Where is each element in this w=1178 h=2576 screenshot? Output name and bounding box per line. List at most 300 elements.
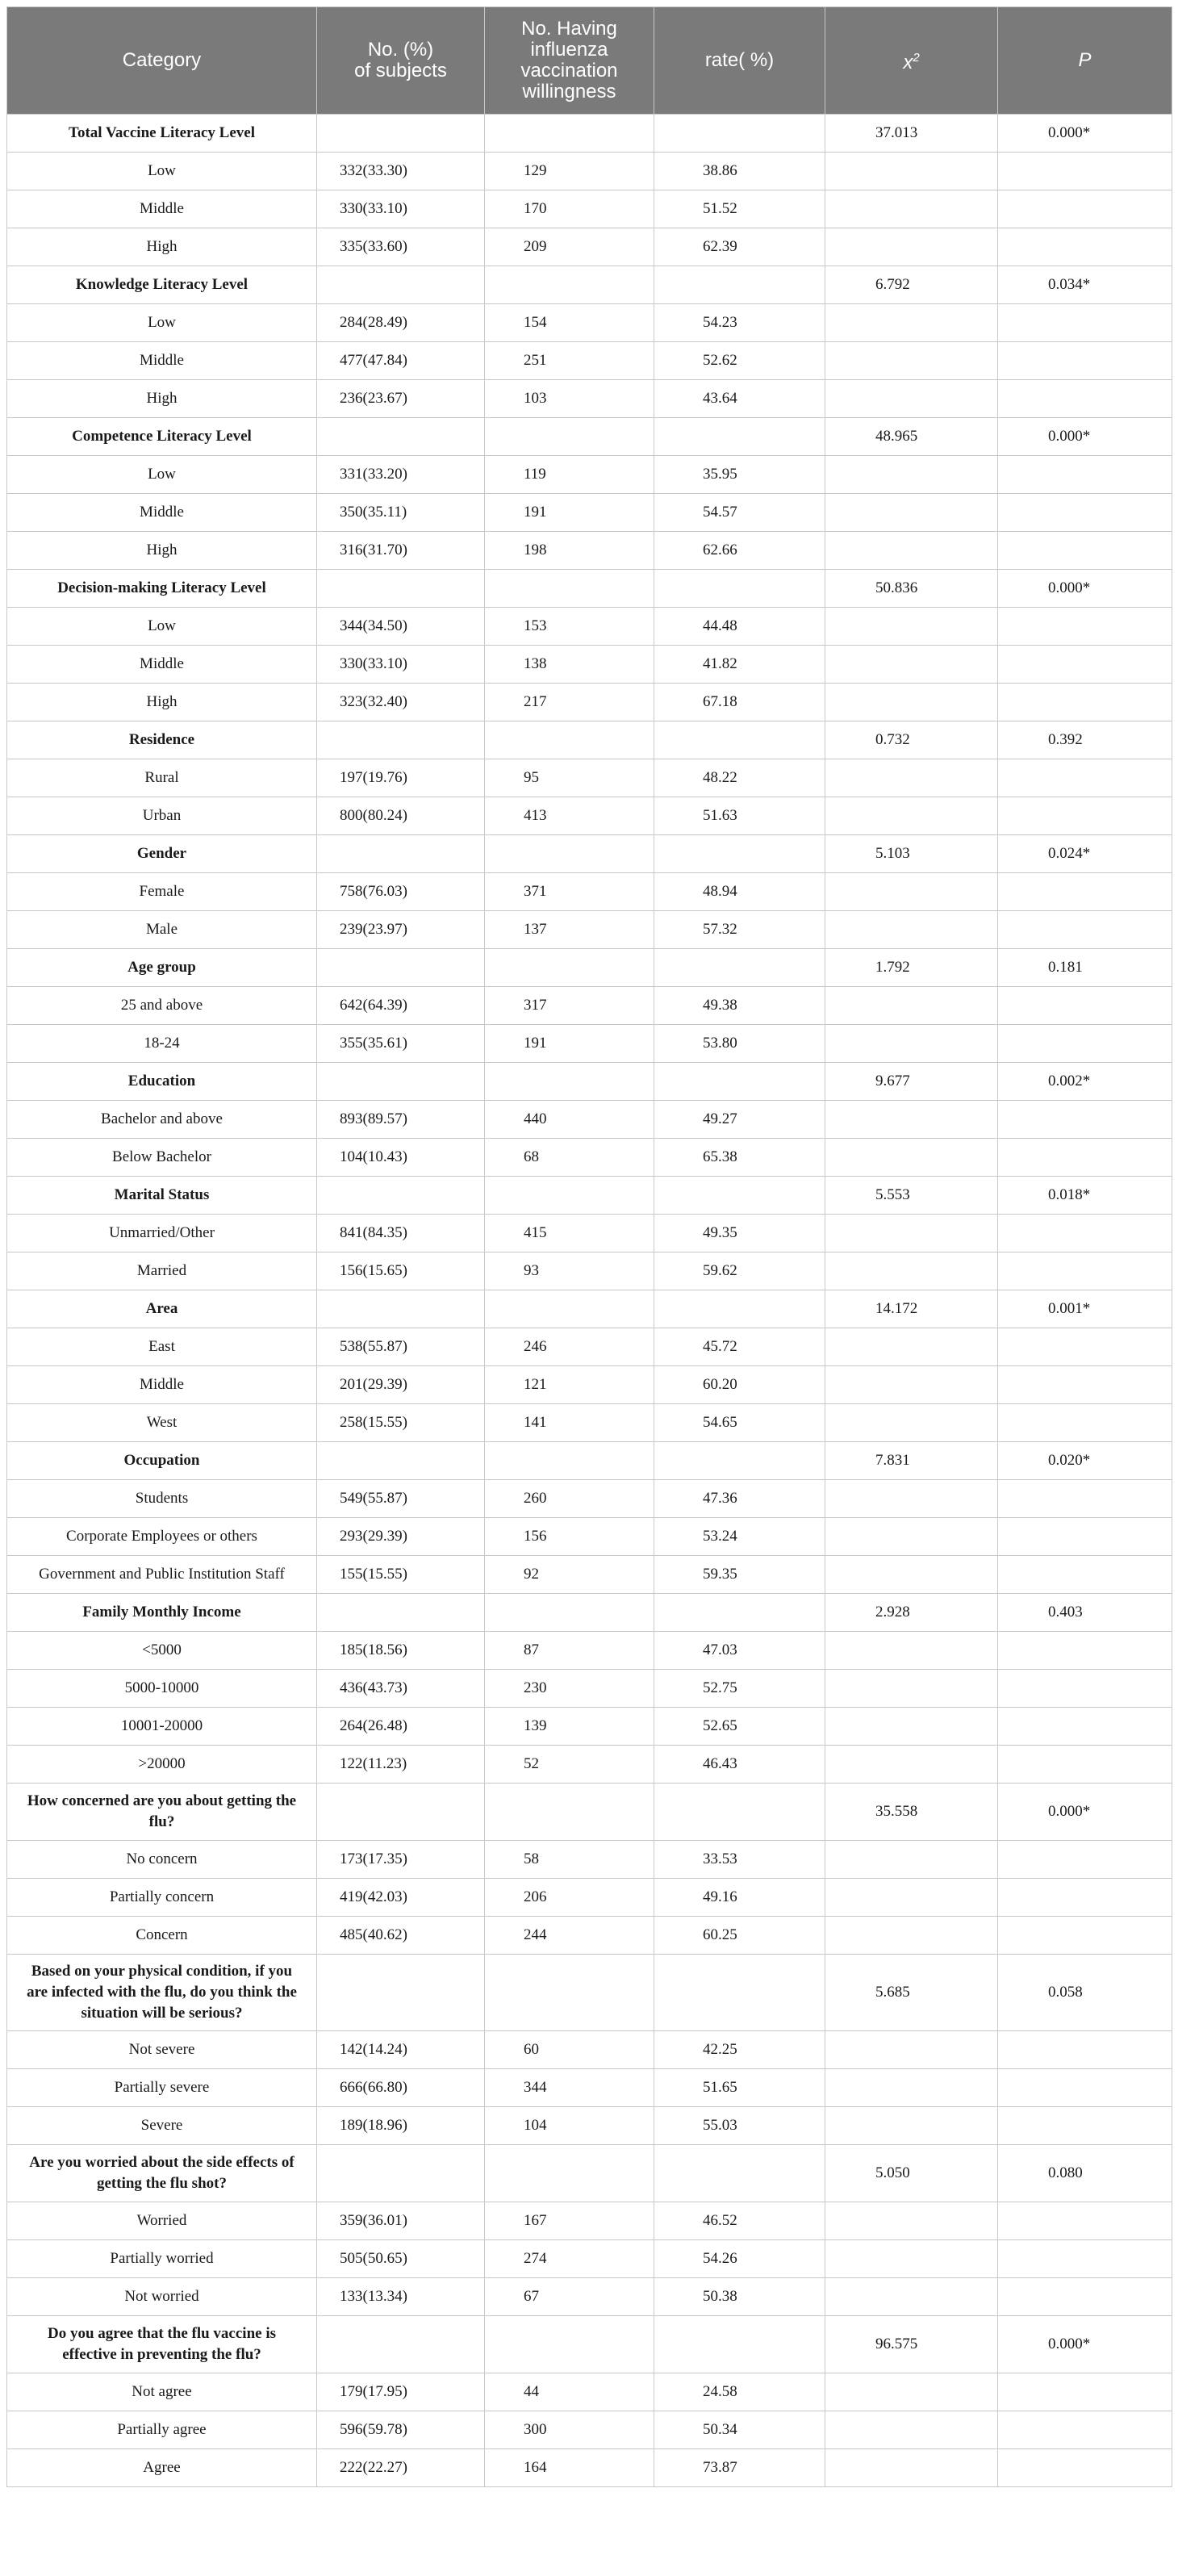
willingness-count: 344: [485, 2069, 654, 2107]
table-row: [7, 1101, 1172, 1139]
empty-cell: [654, 2316, 825, 2373]
group-header-row: [7, 570, 1172, 608]
header-chi-square: [825, 7, 998, 115]
empty-cell: [825, 342, 998, 380]
row-label: Government and Public Institution Staff: [7, 1556, 317, 1594]
empty-cell: [485, 1594, 654, 1632]
willingness-count: 139: [485, 1708, 654, 1746]
table-row: [7, 228, 1172, 266]
table-row: [7, 759, 1172, 797]
group-title: Education: [7, 1063, 317, 1101]
empty-cell: [825, 2202, 998, 2240]
empty-cell: [654, 1594, 825, 1632]
willingness-count: 67: [485, 2278, 654, 2316]
subjects-count: 185(18.56): [317, 1632, 485, 1670]
group-title: Area: [7, 1290, 317, 1328]
willingness-rate: 47.36: [654, 1480, 825, 1518]
willingness-rate: 65.38: [654, 1139, 825, 1177]
willingness-count: 209: [485, 228, 654, 266]
empty-cell: [998, 1556, 1172, 1594]
table-row: [7, 532, 1172, 570]
group-title: Knowledge Literacy Level: [7, 266, 317, 304]
header-subjects-line1: No. (%): [367, 39, 434, 61]
row-label: 25 and above: [7, 987, 317, 1025]
table-row: [7, 494, 1172, 532]
willingness-count: 87: [485, 1632, 654, 1670]
p-value: 0.002*: [998, 1063, 1172, 1101]
willingness-rate: 35.95: [654, 456, 825, 494]
willingness-rate: 45.72: [654, 1328, 825, 1366]
empty-cell: [998, 1252, 1172, 1290]
p-value: 0.024*: [998, 835, 1172, 873]
chi-square-value: 48.965: [825, 418, 998, 456]
empty-cell: [825, 987, 998, 1025]
chi-square-value: 5.050: [825, 2145, 998, 2202]
p-value: 0.000*: [998, 418, 1172, 456]
subjects-count: 485(40.62): [317, 1917, 485, 1955]
header-willingness-line2: influenza: [530, 39, 608, 61]
empty-cell: [654, 1177, 825, 1215]
willingness-count: 413: [485, 797, 654, 835]
group-header-row: [7, 2316, 1172, 2373]
willingness-rate: 54.57: [654, 494, 825, 532]
willingness-count: 217: [485, 684, 654, 721]
row-label: High: [7, 532, 317, 570]
row-label: 10001-20000: [7, 1708, 317, 1746]
willingness-count: 206: [485, 1879, 654, 1917]
header-rate-label: rate( %): [704, 49, 775, 71]
empty-cell: [825, 190, 998, 228]
group-title: Do you agree that the flu vaccine is effective in preventing the flu?: [7, 2316, 317, 2373]
row-label: Corporate Employees or others: [7, 1518, 317, 1556]
empty-cell: [317, 835, 485, 873]
willingness-rate: 48.22: [654, 759, 825, 797]
empty-cell: [825, 1670, 998, 1708]
empty-cell: [654, 1955, 825, 2031]
row-label: Urban: [7, 797, 317, 835]
chi-square-value: 9.677: [825, 1063, 998, 1101]
subjects-count: 201(29.39): [317, 1366, 485, 1404]
row-label: High: [7, 228, 317, 266]
empty-cell: [825, 456, 998, 494]
willingness-rate: 52.62: [654, 342, 825, 380]
willingness-rate: 49.27: [654, 1101, 825, 1139]
subjects-count: 179(17.95): [317, 2373, 485, 2411]
willingness-count: 191: [485, 1025, 654, 1063]
empty-cell: [998, 1025, 1172, 1063]
willingness-rate: 62.66: [654, 532, 825, 570]
empty-cell: [825, 911, 998, 949]
table-row: [7, 1917, 1172, 1955]
willingness-count: 167: [485, 2202, 654, 2240]
willingness-rate: 50.34: [654, 2411, 825, 2449]
willingness-rate: 57.32: [654, 911, 825, 949]
table-row: [7, 1328, 1172, 1366]
empty-cell: [317, 1177, 485, 1215]
subjects-count: 239(23.97): [317, 911, 485, 949]
willingness-count: 156: [485, 1518, 654, 1556]
header-willingness-line3: vaccination: [520, 60, 618, 82]
empty-cell: [654, 1784, 825, 1841]
chi-square-value: 1.792: [825, 949, 998, 987]
empty-cell: [825, 2069, 998, 2107]
row-label: Married: [7, 1252, 317, 1290]
willingness-rate: 47.03: [654, 1632, 825, 1670]
p-value: 0.000*: [998, 1784, 1172, 1841]
chi-square-value: 0.732: [825, 721, 998, 759]
row-label: Not worried: [7, 2278, 317, 2316]
empty-cell: [998, 153, 1172, 190]
empty-cell: [998, 911, 1172, 949]
empty-cell: [825, 2107, 998, 2145]
subjects-count: 331(33.20): [317, 456, 485, 494]
empty-cell: [317, 1594, 485, 1632]
empty-cell: [998, 1841, 1172, 1879]
empty-cell: [998, 2411, 1172, 2449]
subjects-count: 142(14.24): [317, 2031, 485, 2069]
willingness-rate: 42.25: [654, 2031, 825, 2069]
empty-cell: [998, 2449, 1172, 2487]
chi-square-value: 5.685: [825, 1955, 998, 2031]
table-header: [7, 7, 1172, 115]
empty-cell: [825, 2449, 998, 2487]
subjects-count: 666(66.80): [317, 2069, 485, 2107]
empty-cell: [485, 721, 654, 759]
table-row: [7, 190, 1172, 228]
empty-cell: [825, 684, 998, 721]
willingness-count: 58: [485, 1841, 654, 1879]
group-title: Decision-making Literacy Level: [7, 570, 317, 608]
empty-cell: [654, 418, 825, 456]
subjects-count: 197(19.76): [317, 759, 485, 797]
group-header-row: [7, 115, 1172, 153]
willingness-rate: 41.82: [654, 646, 825, 684]
group-title: Family Monthly Income: [7, 1594, 317, 1632]
willingness-count: 121: [485, 1366, 654, 1404]
row-label: Students: [7, 1480, 317, 1518]
table-row: [7, 1556, 1172, 1594]
group-header-row: [7, 1955, 1172, 2031]
empty-cell: [825, 2278, 998, 2316]
empty-cell: [654, 835, 825, 873]
empty-cell: [825, 1632, 998, 1670]
willingness-rate: 46.43: [654, 1746, 825, 1784]
willingness-count: 52: [485, 1746, 654, 1784]
chi-square-value: 7.831: [825, 1442, 998, 1480]
p-value: 0.000*: [998, 570, 1172, 608]
willingness-rate: 59.62: [654, 1252, 825, 1290]
subjects-count: 330(33.10): [317, 646, 485, 684]
empty-cell: [825, 532, 998, 570]
p-value: 0.181: [998, 949, 1172, 987]
table-row: [7, 1480, 1172, 1518]
row-label: >20000: [7, 1746, 317, 1784]
row-label: Below Bachelor: [7, 1139, 317, 1177]
header-category: [7, 7, 317, 115]
empty-cell: [485, 2145, 654, 2202]
willingness-count: 104: [485, 2107, 654, 2145]
table-row: [7, 646, 1172, 684]
empty-cell: [825, 153, 998, 190]
empty-cell: [825, 608, 998, 646]
empty-cell: [825, 646, 998, 684]
row-label: Partially severe: [7, 2069, 317, 2107]
empty-cell: [998, 759, 1172, 797]
table-row: [7, 987, 1172, 1025]
row-label: Low: [7, 304, 317, 342]
willingness-rate: 53.80: [654, 1025, 825, 1063]
chi-square-value: 96.575: [825, 2316, 998, 2373]
row-label: Partially concern: [7, 1879, 317, 1917]
willingness-count: 137: [485, 911, 654, 949]
subjects-count: 293(29.39): [317, 1518, 485, 1556]
row-label: Worried: [7, 2202, 317, 2240]
willingness-rate: 52.65: [654, 1708, 825, 1746]
table-row: [7, 1215, 1172, 1252]
willingness-rate: 55.03: [654, 2107, 825, 2145]
chi-square-value: 5.553: [825, 1177, 998, 1215]
empty-cell: [825, 1139, 998, 1177]
subjects-count: 104(10.43): [317, 1139, 485, 1177]
row-label: High: [7, 684, 317, 721]
chi-square-value: 35.558: [825, 1784, 998, 1841]
willingness-count: 371: [485, 873, 654, 911]
empty-cell: [998, 1746, 1172, 1784]
willingness-count: 60: [485, 2031, 654, 2069]
empty-cell: [825, 1917, 998, 1955]
table-row: [7, 2107, 1172, 2145]
willingness-rate: 48.94: [654, 873, 825, 911]
willingness-rate: 46.52: [654, 2202, 825, 2240]
willingness-count: 153: [485, 608, 654, 646]
willingness-count: 191: [485, 494, 654, 532]
willingness-count: 138: [485, 646, 654, 684]
subjects-count: 284(28.49): [317, 304, 485, 342]
empty-cell: [825, 1366, 998, 1404]
row-label: High: [7, 380, 317, 418]
empty-cell: [654, 949, 825, 987]
group-header-row: [7, 1177, 1172, 1215]
table-row: [7, 1746, 1172, 1784]
willingness-count: 260: [485, 1480, 654, 1518]
row-label: Not severe: [7, 2031, 317, 2069]
group-header-row: [7, 418, 1172, 456]
chi-square-value: 37.013: [825, 115, 998, 153]
row-label: Low: [7, 153, 317, 190]
empty-cell: [654, 1063, 825, 1101]
row-label: No concern: [7, 1841, 317, 1879]
empty-cell: [825, 1480, 998, 1518]
empty-cell: [998, 1480, 1172, 1518]
subjects-count: 332(33.30): [317, 153, 485, 190]
empty-cell: [998, 1215, 1172, 1252]
willingness-rate: 54.26: [654, 2240, 825, 2278]
empty-cell: [998, 2202, 1172, 2240]
empty-cell: [654, 2145, 825, 2202]
empty-cell: [317, 1442, 485, 1480]
table-row: [7, 1518, 1172, 1556]
willingness-count: 317: [485, 987, 654, 1025]
empty-cell: [825, 1101, 998, 1139]
subjects-count: 155(15.55): [317, 1556, 485, 1594]
row-label: Unmarried/Other: [7, 1215, 317, 1252]
group-header-row: [7, 1784, 1172, 1841]
chi-square-value: 50.836: [825, 570, 998, 608]
subjects-count: 477(47.84): [317, 342, 485, 380]
group-title: Based on your physical condition, if you are infected with the flu, do you think the situation will be serious?: [7, 1955, 317, 2031]
subjects-count: 323(32.40): [317, 684, 485, 721]
row-label: Agree: [7, 2449, 317, 2487]
empty-cell: [825, 1841, 998, 1879]
table-row: [7, 1632, 1172, 1670]
table-row: [7, 1366, 1172, 1404]
row-label: Partially agree: [7, 2411, 317, 2449]
table-row: [7, 911, 1172, 949]
empty-cell: [998, 608, 1172, 646]
table-row: [7, 1025, 1172, 1063]
subjects-count: 596(59.78): [317, 2411, 485, 2449]
header-p-label: P: [1078, 49, 1092, 71]
empty-cell: [825, 873, 998, 911]
empty-cell: [998, 2031, 1172, 2069]
group-title: Total Vaccine Literacy Level: [7, 115, 317, 153]
empty-cell: [825, 759, 998, 797]
subjects-count: 122(11.23): [317, 1746, 485, 1784]
empty-cell: [998, 532, 1172, 570]
willingness-count: 129: [485, 153, 654, 190]
group-header-row: [7, 266, 1172, 304]
header-subjects: [317, 7, 485, 115]
subjects-count: 236(23.67): [317, 380, 485, 418]
subjects-count: 505(50.65): [317, 2240, 485, 2278]
empty-cell: [825, 228, 998, 266]
willingness-count: 246: [485, 1328, 654, 1366]
empty-cell: [485, 115, 654, 153]
row-label: Middle: [7, 342, 317, 380]
header-willingness-line4: willingness: [522, 81, 616, 102]
row-label: Rural: [7, 759, 317, 797]
willingness-count: 103: [485, 380, 654, 418]
subjects-count: 189(18.96): [317, 2107, 485, 2145]
group-header-row: [7, 1442, 1172, 1480]
group-header-row: [7, 1063, 1172, 1101]
row-label: 18-24: [7, 1025, 317, 1063]
row-label: Bachelor and above: [7, 1101, 317, 1139]
table-row: [7, 380, 1172, 418]
empty-cell: [317, 721, 485, 759]
empty-cell: [825, 2373, 998, 2411]
p-value: 0.001*: [998, 1290, 1172, 1328]
group-title: Competence Literacy Level: [7, 418, 317, 456]
willingness-rate: 54.23: [654, 304, 825, 342]
p-value: 0.018*: [998, 1177, 1172, 1215]
empty-cell: [998, 1518, 1172, 1556]
subjects-count: 419(42.03): [317, 1879, 485, 1917]
willingness-count: 92: [485, 1556, 654, 1594]
empty-cell: [485, 1442, 654, 1480]
subjects-count: 222(22.27): [317, 2449, 485, 2487]
table-row: [7, 153, 1172, 190]
empty-cell: [825, 1252, 998, 1290]
table-row: [7, 2069, 1172, 2107]
header-willingness-line1: No. Having: [521, 18, 617, 40]
table-row: [7, 1708, 1172, 1746]
subjects-count: 316(31.70): [317, 532, 485, 570]
empty-cell: [654, 115, 825, 153]
empty-cell: [998, 380, 1172, 418]
willingness-rate: 52.75: [654, 1670, 825, 1708]
subjects-count: 330(33.10): [317, 190, 485, 228]
willingness-rate: 60.25: [654, 1917, 825, 1955]
willingness-count: 93: [485, 1252, 654, 1290]
willingness-rate: 60.20: [654, 1366, 825, 1404]
willingness-rate: 67.18: [654, 684, 825, 721]
empty-cell: [825, 494, 998, 532]
empty-cell: [825, 1708, 998, 1746]
empty-cell: [998, 2373, 1172, 2411]
willingness-rate: 51.63: [654, 797, 825, 835]
row-label: Female: [7, 873, 317, 911]
willingness-rate: 59.35: [654, 1556, 825, 1594]
willingness-count: 164: [485, 2449, 654, 2487]
subjects-count: 758(76.03): [317, 873, 485, 911]
empty-cell: [317, 2145, 485, 2202]
willingness-rate: 49.35: [654, 1215, 825, 1252]
empty-cell: [998, 987, 1172, 1025]
header-willingness: [485, 7, 654, 115]
table-row: [7, 1841, 1172, 1879]
header-subjects-line2: of subjects: [354, 60, 447, 82]
willingness-rate: 44.48: [654, 608, 825, 646]
empty-cell: [998, 1708, 1172, 1746]
subjects-count: 258(15.55): [317, 1404, 485, 1442]
row-label: West: [7, 1404, 317, 1442]
willingness-count: 440: [485, 1101, 654, 1139]
row-label: <5000: [7, 1632, 317, 1670]
subjects-count: 436(43.73): [317, 1670, 485, 1708]
willingness-count: 251: [485, 342, 654, 380]
willingness-count: 274: [485, 2240, 654, 2278]
empty-cell: [998, 1366, 1172, 1404]
row-label: Middle: [7, 1366, 317, 1404]
row-label: Middle: [7, 494, 317, 532]
willingness-rate: 51.52: [654, 190, 825, 228]
willingness-rate: 62.39: [654, 228, 825, 266]
header-row: [7, 7, 1172, 115]
group-title: How concerned are you about getting the flu?: [7, 1784, 317, 1841]
table-row: [7, 2240, 1172, 2278]
empty-cell: [998, 1632, 1172, 1670]
table-row: [7, 873, 1172, 911]
empty-cell: [998, 873, 1172, 911]
willingness-rate: 43.64: [654, 380, 825, 418]
empty-cell: [825, 2240, 998, 2278]
subjects-count: 264(26.48): [317, 1708, 485, 1746]
empty-cell: [998, 1670, 1172, 1708]
table-row: [7, 1670, 1172, 1708]
empty-cell: [654, 721, 825, 759]
willingness-rate: 73.87: [654, 2449, 825, 2487]
empty-cell: [998, 2240, 1172, 2278]
table-row: [7, 2449, 1172, 2487]
row-label: East: [7, 1328, 317, 1366]
willingness-rate: 49.16: [654, 1879, 825, 1917]
empty-cell: [485, 949, 654, 987]
row-label: Not agree: [7, 2373, 317, 2411]
empty-cell: [998, 1328, 1172, 1366]
empty-cell: [485, 1955, 654, 2031]
subjects-count: 156(15.65): [317, 1252, 485, 1290]
